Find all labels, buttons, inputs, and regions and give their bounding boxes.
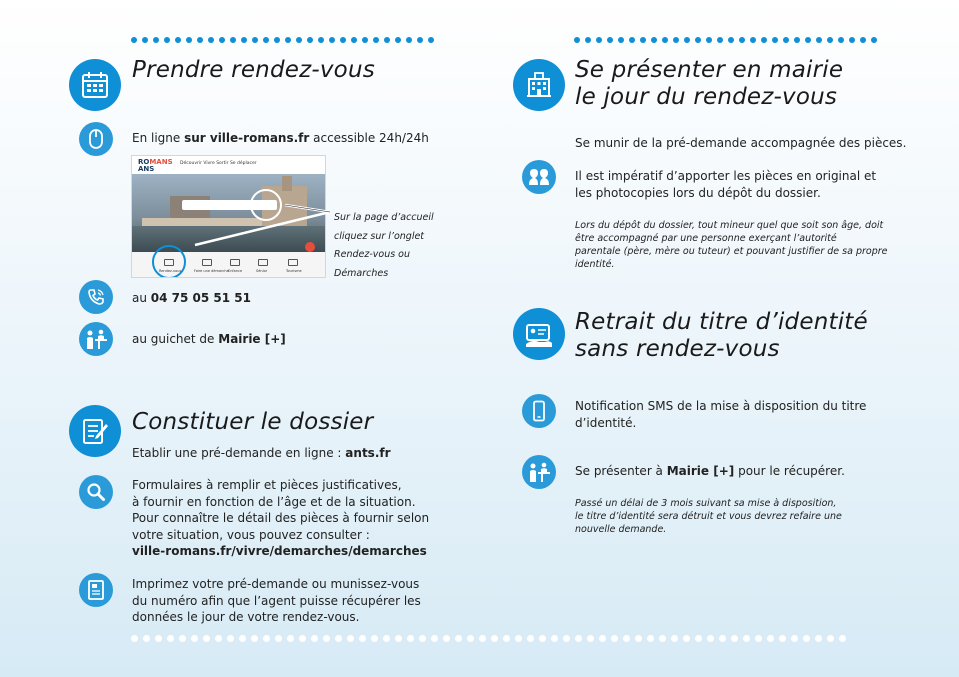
dot: [167, 635, 174, 642]
dot: [695, 635, 702, 642]
dot: [618, 37, 624, 43]
dot: [838, 37, 844, 43]
nav-label-rdv: Rendez-vous: [159, 269, 182, 273]
dot: [683, 635, 690, 642]
dot: [191, 635, 198, 642]
dot: [417, 37, 423, 43]
dot: [761, 37, 767, 43]
dot: [186, 37, 192, 43]
dot: [717, 37, 723, 43]
dot: [659, 635, 666, 642]
dot: [743, 635, 750, 642]
nav-label-enfance: Enfance: [228, 269, 243, 273]
dot: [839, 635, 846, 642]
dot: [479, 635, 486, 642]
mairie-line1: Se munir de la pré-demande accompagnée des pièces.: [575, 136, 907, 150]
dot: [384, 37, 390, 43]
rdv-online-text: En ligne sur ville-romans.fr accessible 24h/24h: [132, 131, 429, 145]
dot: [215, 635, 222, 642]
dot: [731, 635, 738, 642]
dot: [673, 37, 679, 43]
dot: [695, 37, 701, 43]
dot: [153, 37, 159, 43]
dot: [131, 635, 138, 642]
dot: [607, 37, 613, 43]
mairie-title: Se présenter en mairie le jour du rendez-vous: [575, 57, 844, 110]
nav-label-demarche: Faire une démarche: [194, 269, 229, 273]
dot: [647, 635, 654, 642]
dot: [431, 635, 438, 642]
dot: [373, 37, 379, 43]
site-link[interactable]: sur ville-romans.fr: [184, 131, 310, 145]
dot: [311, 635, 318, 642]
dot: [307, 37, 313, 43]
retrait-title: Retrait du titre d’identité sans rendez-vous: [575, 309, 868, 362]
dot: [443, 635, 450, 642]
dot: [629, 37, 635, 43]
retrait-sms-text: Notification SMS de la mise à disposition du titre d’identité.: [575, 399, 867, 430]
dot: [274, 37, 280, 43]
dot: [791, 635, 798, 642]
dot: [585, 37, 591, 43]
thumbnail-caption: Sur la page d’accueil cliquez sur l’onglet Rendez-vous ou Démarches: [334, 212, 434, 279]
dot: [419, 635, 426, 642]
dot: [706, 37, 712, 43]
dossier-lead: Etablir une pré-demande en ligne : ants.fr: [132, 446, 391, 460]
mouse-icon: [79, 122, 113, 156]
dot: [739, 37, 745, 43]
dot: [467, 635, 474, 642]
dot: [362, 37, 368, 43]
dot: [203, 635, 210, 642]
rdv-desk-text: au guichet de Mairie [+]: [132, 332, 286, 346]
dot: [164, 37, 170, 43]
id-card-hand-icon: [513, 308, 565, 360]
dot: [285, 37, 291, 43]
dot: [871, 37, 877, 43]
dot: [143, 635, 150, 642]
dot: [407, 635, 414, 642]
dot: [142, 37, 148, 43]
dot: [197, 37, 203, 43]
dot: [175, 37, 181, 43]
dot: [335, 635, 342, 642]
dot: [406, 37, 412, 43]
town-hall-icon: [513, 59, 565, 111]
dot: [805, 37, 811, 43]
dot: [219, 37, 225, 43]
nav-label-tourisme: Tourisme: [286, 269, 302, 273]
dot: [623, 635, 630, 642]
dot: [351, 37, 357, 43]
dot: [539, 635, 546, 642]
dot: [779, 635, 786, 642]
smartphone-icon: [522, 394, 556, 428]
dot: [296, 37, 302, 43]
rdv-title: Prendre rendez-vous: [132, 57, 375, 83]
dot: [599, 635, 606, 642]
dot: [728, 37, 734, 43]
dot: [772, 37, 778, 43]
people-icon: [522, 160, 556, 194]
dot: [527, 635, 534, 642]
mairie-line2: Il est impératif d’apporter les pièces en original et les photocopies lors du dépôt du dossier.: [575, 169, 877, 200]
bottom-dots: [131, 634, 846, 642]
pointer-lines: [140, 200, 340, 270]
site-logo: ROMANS ANS: [138, 158, 173, 173]
dot: [371, 635, 378, 642]
dot: [230, 37, 236, 43]
dot: [323, 635, 330, 642]
form-edit-icon: [69, 405, 121, 457]
calendar-icon: [69, 59, 121, 111]
dot: [551, 635, 558, 642]
dot: [275, 635, 282, 642]
dot: [491, 635, 498, 642]
dot: [575, 635, 582, 642]
dot: [611, 635, 618, 642]
dot: [816, 37, 822, 43]
counter-icon-right: [522, 455, 556, 489]
dot: [208, 37, 214, 43]
dot: [719, 635, 726, 642]
mairie-link[interactable]: Mairie [+]: [218, 332, 286, 346]
dot: [395, 635, 402, 642]
mairie-note: Lors du dépôt du dossier, tout mineur quel que soit son âge, doit être accompagné par une personne exerçant l’autorité parentale (père, mère ou tuteur) et pouvant justifier de sa propre identité.: [575, 220, 888, 270]
dot: [707, 635, 714, 642]
dot: [684, 37, 690, 43]
ants-link[interactable]: ants.fr: [345, 446, 391, 460]
dot: [503, 635, 510, 642]
dot: [347, 635, 354, 642]
top-left-dots: [131, 36, 434, 44]
dot: [755, 635, 762, 642]
dot: [179, 635, 186, 642]
dot: [849, 37, 855, 43]
dot: [340, 37, 346, 43]
dot: [803, 635, 810, 642]
dot: [428, 37, 434, 43]
rdv-phone-text: au 04 75 05 51 51: [132, 291, 251, 305]
dot: [671, 635, 678, 642]
dossier-forms-text: Formulaires à remplir et pièces justificatives, à fournir en fonction de l’âge et de la situation. Pour connaître le détail des pièces à fournir selon votre situation, vous pouvez consulter : ville-romans.fr/vivre/demarches/demarches: [132, 478, 430, 558]
dot: [827, 635, 834, 642]
dot: [827, 37, 833, 43]
dot: [635, 635, 642, 642]
search-icon: [79, 475, 113, 509]
dot: [241, 37, 247, 43]
retrait-note: Passé un délai de 3 mois suivant sa mise à disposition, le titre d’identité sera détruit et vous devrez refaire une nouvelle demande.: [575, 498, 842, 535]
demarches-link[interactable]: ville-romans.fr/vivre/demarches/demarches: [132, 544, 427, 558]
dot: [574, 37, 580, 43]
counter-icon: [79, 322, 113, 356]
dot: [155, 635, 162, 642]
dot: [395, 37, 401, 43]
retrait-pickup-text: Se présenter à Mairie [+] pour le récupérer.: [575, 464, 845, 478]
dot: [515, 635, 522, 642]
dot: [767, 635, 774, 642]
dot: [563, 635, 570, 642]
dot: [239, 635, 246, 642]
dot: [131, 37, 137, 43]
dot: [860, 37, 866, 43]
dot: [640, 37, 646, 43]
dot: [815, 635, 822, 642]
dot: [651, 37, 657, 43]
dot: [287, 635, 294, 642]
nav-label-senior: Sénior: [256, 269, 268, 273]
dot: [252, 37, 258, 43]
mairie-link-right[interactable]: Mairie [+]: [666, 464, 735, 478]
phone-icon: [79, 280, 113, 314]
dot: [227, 635, 234, 642]
dot: [263, 37, 269, 43]
dot: [455, 635, 462, 642]
dossier-print-text: Imprimez votre pré-demande ou munissez-vous du numéro afin que l’agent puisse récupérer les données le jour de votre rendez-vous.: [132, 577, 421, 624]
document-icon: [79, 573, 113, 607]
dot: [251, 635, 258, 642]
dot: [750, 37, 756, 43]
dot: [383, 635, 390, 642]
dot: [318, 37, 324, 43]
site-menu: Découvrir Vivre Sortir Se déplacer: [180, 161, 257, 166]
dot: [587, 635, 594, 642]
dot: [596, 37, 602, 43]
dot: [662, 37, 668, 43]
dot: [794, 37, 800, 43]
dot: [783, 37, 789, 43]
dossier-title: Constituer le dossier: [132, 409, 374, 435]
top-right-dots: [574, 36, 877, 44]
dot: [299, 635, 306, 642]
dot: [263, 635, 270, 642]
dot: [329, 37, 335, 43]
phone-number[interactable]: 04 75 05 51 51: [150, 291, 251, 305]
dot: [359, 635, 366, 642]
